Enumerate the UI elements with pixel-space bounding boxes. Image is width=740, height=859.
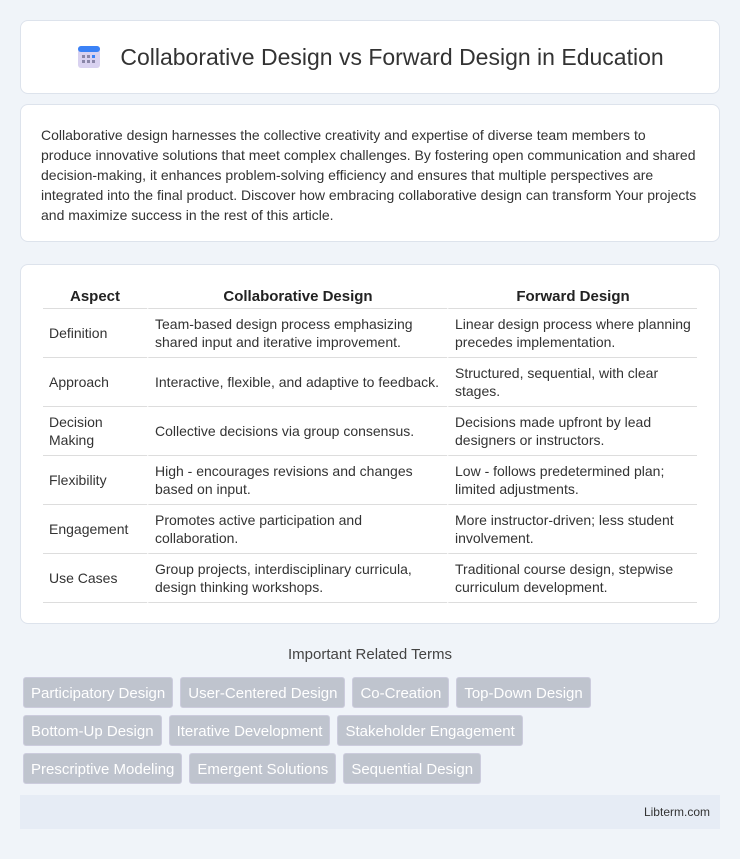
header-aspect: Aspect	[43, 285, 147, 309]
forward-cell: More instructor-driven; less student involvement.	[447, 505, 697, 554]
related-term-tag[interactable]: Co-Creation	[352, 677, 449, 708]
collaborative-cell: Promotes active participation and collaboration.	[147, 505, 447, 554]
collaborative-cell: Team-based design process emphasizing shared input and iterative improvement.	[147, 309, 447, 358]
footer-link[interactable]: Libterm.com	[643, 805, 710, 819]
related-term-tag[interactable]: User-Centered Design	[180, 677, 345, 708]
related-term-tag[interactable]: Stakeholder Engagement	[337, 715, 522, 746]
aspect-cell: Definition	[43, 309, 147, 358]
collaborative-cell: Collective decisions via group consensus.	[147, 407, 447, 456]
collaborative-cell: Interactive, flexible, and adaptive to feedback.	[147, 358, 447, 407]
intro-paragraph: Collaborative design harnesses the collective creativity and expertise of diverse team members to produce innovative solutions that meet complex challenges. By fostering open communication and shared decision-making, it enhances problem-solving efficiency and ensures that multiple perspectives are integrated into the final product. Discover how embracing collaborative design can transform Your projects and maximize success in the rest of this article.	[20, 104, 720, 242]
forward-cell: Decisions made upfront by lead designers or instructors.	[447, 407, 697, 456]
forward-cell: Linear design process where planning precedes implementation.	[447, 309, 697, 358]
related-term-tag[interactable]: Iterative Development	[169, 715, 331, 746]
header-forward: Forward Design	[447, 285, 697, 309]
related-term-tag[interactable]: Top-Down Design	[456, 677, 590, 708]
aspect-cell: Decision Making	[43, 407, 147, 456]
aspect-cell: Flexibility	[43, 456, 147, 505]
aspect-cell: Use Cases	[43, 554, 147, 603]
calendar-icon	[76, 44, 102, 70]
aspect-cell: Engagement	[43, 505, 147, 554]
collaborative-cell: High - encourages revisions and changes based on input.	[147, 456, 447, 505]
forward-cell: Structured, sequential, with clear stages.	[447, 358, 697, 407]
footer	[20, 795, 720, 829]
comparison-table	[43, 285, 697, 603]
comparison-table-card	[20, 264, 720, 624]
page-title: Collaborative Design vs Forward Design in Education	[120, 43, 664, 70]
related-terms-title: Important Related Terms	[288, 646, 452, 663]
related-terms-list	[23, 677, 623, 784]
forward-cell: Traditional course design, stepwise curriculum development.	[447, 554, 697, 603]
aspect-cell: Approach	[43, 358, 147, 407]
header	[20, 20, 720, 94]
collaborative-cell: Group projects, interdisciplinary curricula, design thinking workshops.	[147, 554, 447, 603]
related-term-tag[interactable]: Participatory Design	[23, 677, 173, 708]
table-row	[43, 309, 697, 358]
table-row	[43, 554, 697, 603]
table-row	[43, 456, 697, 505]
related-term-tag[interactable]: Emergent Solutions	[189, 753, 336, 784]
related-term-tag[interactable]: Bottom-Up Design	[23, 715, 162, 746]
table-row	[43, 358, 697, 407]
table-row	[43, 407, 697, 456]
related-term-tag[interactable]: Prescriptive Modeling	[23, 753, 182, 784]
related-term-tag[interactable]: Sequential Design	[343, 753, 481, 784]
forward-cell: Low - follows predetermined plan; limited adjustments.	[447, 456, 697, 505]
table-row	[43, 505, 697, 554]
header-collaborative: Collaborative Design	[147, 285, 447, 309]
